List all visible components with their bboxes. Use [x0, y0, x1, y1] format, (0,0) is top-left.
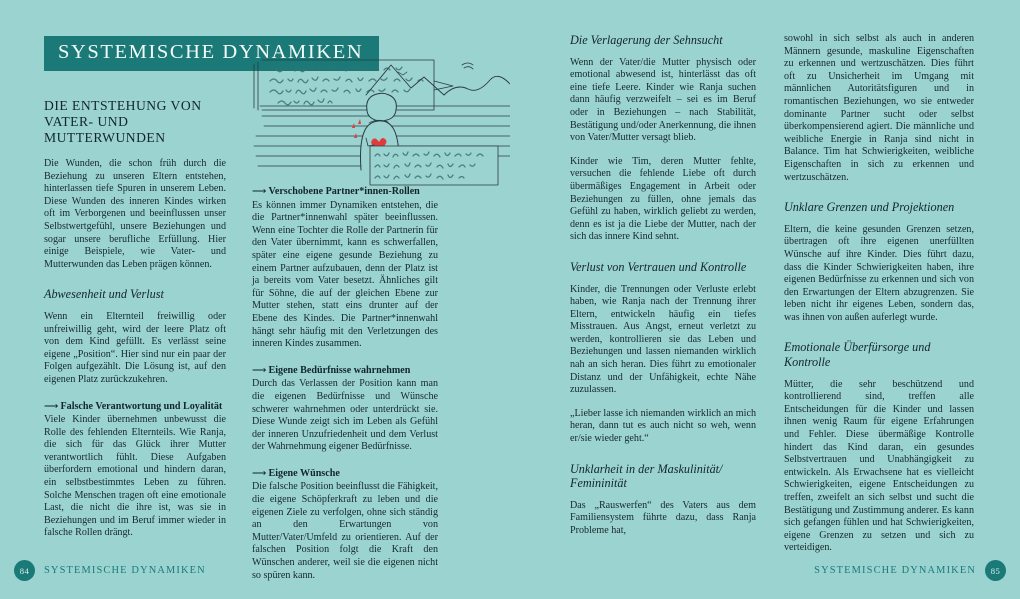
- chapter-banner-title: SYSTEMISCHE DYNAMIKEN: [58, 41, 364, 63]
- paragraph-eigene-wuensche: Die falsche Position beeinflusst die Fähigkeit, die eigene Schöpferkraft zu leben und die eigenen Ziele zu verfolgen, ohne sich ständig an den Erwartungen von Mutter/Vater/Umfeld zu orientieren. Auf der falschen Position folgt die Kraft den Wünschen anderer, weil sie die eigenen nicht so spüren kann.: [252, 481, 438, 581]
- paragraph-falsche-verantwortung: Viele Kinder übernehmen unbewusst die Rolle des fehlenden Elternteils. Wie Ranja, die sich für das Glück ihrer Mutter verantwortlich fühlt. Diese Aufgaben überfordern emotional und hindern daran, ein selbstbestimmtes Leben zu führen. Solche Menschen tragen oft eine emotionale Last, die nicht die ihre ist, was sie in Beziehungen und im Beruf immer wieder in falsche Rollen drängt.: [44, 414, 226, 539]
- bullet-heading-text: Falsche Verantwortung und Loyalität: [60, 400, 223, 412]
- paragraph-eigene-beduerfnisse: Durch das Verlassen der Position kann man die eigenen Bedürfnisse und Wünsche schwerer wahrnehmen oder unterdrückt sie. Diese Wunde zeigt sich im Leben als Gefühl der inneren Unzufriedenheit und dem Verlust der Wahrnehmung eigener Bedürfnisse.: [252, 378, 438, 453]
- footer-right: [814, 560, 1006, 581]
- arrow-bullet-icon: ⟶: [44, 400, 58, 412]
- bullet-heading-eigene-wuensche: [252, 468, 438, 481]
- intro-paragraph: Die Wunden, die schon früh durch die Beziehung zu unseren Eltern entstehen, hinterlassen tiefe Spuren in unserem Leben. Diese Wunden des inneren Kindes wirken oft im Verborgenen und beeinflussen unser Selbstwertgefühl, unsere Beziehungen und sogar unsere berufliche Erfüllung. Hier einige Beispiele, wie Vater- und Mutterwunden das Leben prägen können.: [44, 158, 226, 270]
- red-spark-marks: [352, 119, 361, 138]
- subheading-unklarheit-maskulinitaet: Unklarheit in der Maskulinität/ Femininität: [570, 461, 723, 491]
- arrow-bullet-icon: ⟶: [252, 467, 266, 479]
- column-three: [570, 33, 756, 538]
- column-one: [44, 98, 226, 551]
- paragraph-abwesenheit: Wenn ein Elternteil freiwillig oder unfreiwillig geht, wird der leere Platz oft von dem Kind gefüllt. Es verlässt seine eigene „Position“. Hier sind nur ein paar der Folgen aufgezählt. Die Lösung ist, auf den eigenen Platz zurückzukehren.: [44, 310, 226, 385]
- subheading-emotionale-ueberfuersorge: Emotionale Überfürsorge und Kontrolle: [784, 340, 931, 370]
- column-two: [252, 186, 438, 582]
- subheading-verlust-von-vertrauen: Verlust von Vertrauen und Kontrolle: [570, 259, 747, 274]
- paragraph-ueberfuersorge: Mütter, die sehr beschützend und kontrollierend sind, treffen alle Entscheidungen für die Kinder und lassen ihnen wenig Raum für eigene Erfahrungen und Fehler. Diese übermäßige Kontrolle hindert das Kind daran, ein gesundes Selbstvertrauen und Unabhängigkeit zu entwickeln. Als Erwachsene hat es vielleicht Schwierigkeiten, eigene Entscheidungen zu treffen, zweifelt an sich selbst und sucht die Bestätigung und Zustimmung anderer. Es kann sich gefangen fühlen und hat Schwierigkeiten, eigene Grenzen zu setzen und sich zu verteidigen.: [784, 378, 974, 554]
- paragraph-sehnsucht-1: Wenn der Vater/die Mutter physisch oder emotional abwesend ist, hinterlässt das oft eine tiefe Leere. Kinder wie Ranja suchen dann häufig verzweifelt – sei es im Beruf oder in Beziehungen – nach Stabilität, Bestätigung und/oder Anerkennung, die ihnen von Vater/Mutter versagt blieb.: [570, 56, 756, 144]
- arrow-bullet-icon: ⟶: [252, 186, 266, 197]
- bullet-heading-text: Verschobene Partner*innen-Rollen: [268, 186, 420, 197]
- paragraph-verschobene-rollen: Es können immer Dynamiken entstehen, die die Partner*innenwahl später beeinflussen. Wenn eine Tochter die Rolle der Partnerin für den Vater übernimmt, kann es schwerfallen, später eine eigene gesunde Beziehung zu einem Partner aufzubauen, denn der Platz ist ja bereits vom Vater besetzt. Ähnliches gilt für Söhne, die auf der gleichen Ebene zur Mutter stehen, statt eins drunter auf der Ebene des Kindes. Die Partner*innenwahl hängt sehr häufig mit den Verletzungen des inneren Kindes zusammen.: [252, 199, 438, 350]
- bullet-heading-falsche-verantwortung: [44, 401, 226, 414]
- paragraph-zitat-naehe: „Lieber lasse ich niemanden wirklich an mich heran, dann tut es auch nicht so weh, wenn er/sie wieder geht.“: [570, 407, 756, 445]
- arrow-bullet-icon: ⟶: [252, 364, 266, 376]
- footer-label-left: SYSTEMISCHE DYNAMIKEN: [44, 565, 206, 576]
- footer-label-right: SYSTEMISCHE DYNAMIKEN: [814, 565, 976, 576]
- paragraph-maskulinitaet-fortsetzung: sowohl in sich selbst als auch in anderen Männern gesunde, maskuline Eigenschaften zu erkennen und wertzuschätzen. Dies führt oft zu Unsicherheit im Umgang mit männlichen Autoritätsfiguren und in romantischen Beziehungen, wo sie entweder dominante Partner sucht oder selbst überkompensierend agiert. Die männliche und weibliche Energie in Ranja sind nicht in Balance. Tim hat Schwierigkeiten, weibliche Eigenschaften in sich zu erkennen und wertzuschätzen.: [784, 33, 974, 183]
- page-number-left: 84: [14, 560, 35, 581]
- handwriting-top: [270, 66, 423, 105]
- subheading-verlagerung-der-sehnsucht: Die Verlagerung der Sehnsucht: [570, 33, 723, 47]
- bullet-heading-eigene-beduerfnisse: [252, 365, 438, 378]
- bullet-heading-text: Eigene Bedürfnisse wahrnehmen: [268, 364, 411, 376]
- paragraph-sehnsucht-2: Kinder wie Tim, deren Mutter fehlte, versuchen die fehlende Liebe oft durch übermäßiges Engagement in Arbeit oder Beziehungen zu füllen, ohne jemals das Gefühl zu haben, wirklich geliebt zu werden, denn es ist ja die Liebe der Mutter, nach der sich das innere Kind sehnt.: [570, 155, 756, 243]
- bullet-heading-text: Eigene Wünsche: [268, 467, 340, 479]
- column-four: [784, 33, 974, 555]
- section-heading: DIE ENTSTEHUNG VON VATER- UND MUTTERWUNDEN: [44, 98, 202, 145]
- paragraph-maskulinitaet: Das „Rauswerfen“ des Vaters aus dem Familiensystem führte dazu, dass Ranja Probleme hat,: [570, 499, 756, 536]
- footer-left: [14, 560, 206, 581]
- paragraph-vertrauen: Kinder, die Trennungen oder Verluste erlebt haben, wie Ranja nach der Trennung ihrer Eltern, entwickeln häufig ein tiefes Misstrauen. Aus Angst, erneut verletzt zu werden, kontrollieren sie das Leben und Beziehungen und lassen niemanden wirklich nah an sich heran. Dies führt zu emotionaler Distanz und der Unfähigkeit, echte Nähe zuzulassen.: [570, 283, 756, 396]
- subheading-unklare-grenzen: Unklare Grenzen und Projektionen: [784, 200, 955, 215]
- right-page: [510, 0, 1020, 599]
- page-number-right: 85: [985, 560, 1006, 581]
- illustration-person-facing-mountains: [248, 50, 510, 190]
- paragraph-grenzen: Eltern, die keine gesunden Grenzen setzen, übertragen oft ihre eigenen unerfüllten Wünsche auf ihre Kinder. Dies führt dazu, dass die Kinder Schwierigkeiten haben, ihre eigenen Bedürfnisse zu erkennen und sich von den Erwartungen der Eltern abzugrenzen. Sie leben nicht ihr eigenes Leben, sondern das, was ihnen von außen auferlegt wurde.: [784, 223, 974, 323]
- subheading-abwesenheit-und-verlust: Abwesenheit und Verlust: [44, 287, 164, 302]
